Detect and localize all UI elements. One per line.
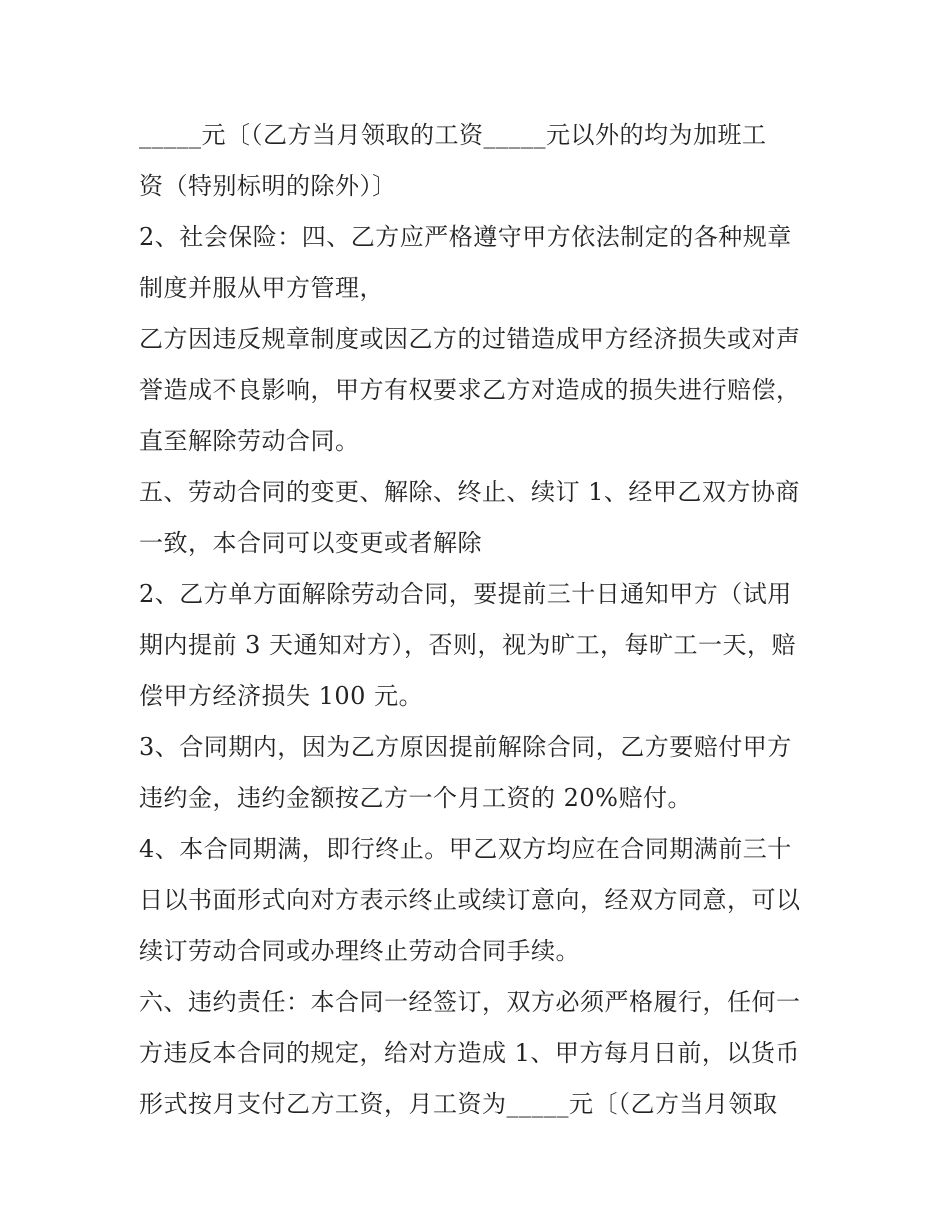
- text-line: 续订劳动合同或办理终止劳动合同手续。: [139, 937, 580, 965]
- text-line: 3、合同期内，因为乙方原因提前解除合同，乙方要赔付甲方: [139, 733, 792, 761]
- text-line: 偿甲方经济损失 100 元。: [139, 682, 424, 710]
- document-body: [139, 110, 829, 1130]
- text-line: _____元〔（乙方当月领取的工资_____元以外的均为加班工: [139, 121, 767, 149]
- text-line: 形式按月支付乙方工资，月工资为_____元〔（乙方当月领取: [139, 1090, 778, 1118]
- text-line: 资（特别标明的除外）〕: [139, 172, 397, 200]
- text-line: 日以书面形式向对方表示终止或续订意向，经双方同意，可以: [139, 886, 801, 914]
- text-line: 一致，本合同可以变更或者解除: [139, 529, 482, 557]
- text-line: 六、违约责任：本合同一经签订，双方必须严格履行，任何一: [139, 988, 801, 1016]
- text-line: 2、社会保险：四、乙方应严格遵守甲方依法制定的各种规章: [139, 223, 792, 251]
- text-line: 誉造成不良影响，甲方有权要求乙方对造成的损失进行赔偿，: [139, 376, 801, 404]
- text-line: 五、劳动合同的变更、解除、终止、续订 1、经甲乙双方协商: [139, 478, 800, 506]
- text-line: 违约金，违约金额按乙方一个月工资的 20%赔付。: [139, 784, 692, 812]
- text-line: 制度并服从甲方管理，: [139, 274, 384, 302]
- text-line: 4、本合同期满，即行终止。甲乙双方均应在合同期满前三十: [139, 835, 792, 863]
- text-line: 方违反本合同的规定，给对方造成 1、甲方每月日前，以货币: [139, 1039, 800, 1067]
- text-line: 期内提前 3 天通知对方），否则，视为旷工，每旷工一天，赔: [139, 631, 797, 659]
- text-line: 2、乙方单方面解除劳动合同，要提前三十日通知甲方（试用: [139, 580, 792, 608]
- text-line: 直至解除劳动合同。: [139, 427, 360, 455]
- text-line: 乙方因违反规章制度或因乙方的过错造成甲方经济损失或对声: [139, 325, 801, 353]
